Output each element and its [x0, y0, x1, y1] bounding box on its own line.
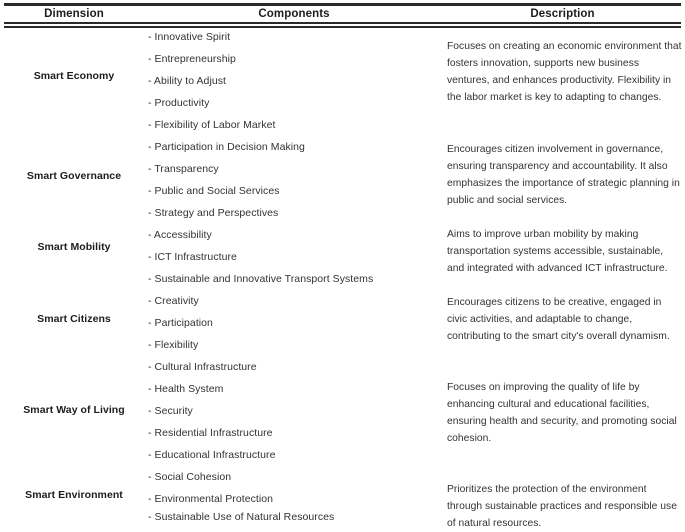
component-item: - Sustainable and Innovative Transport Systems	[148, 273, 374, 285]
description-text: Encourages citizens to be creative, engaged in civic activities, and adaptable to change, contributing to the smart city's overall dynamism.	[447, 297, 670, 343]
component-item: - Residential Infrastructure	[148, 427, 273, 439]
column-header-description: Description	[530, 8, 595, 20]
component-item: - Sustainable Use of Natural Resources	[148, 511, 335, 523]
component-item: - Entrepreneurship	[148, 53, 236, 65]
component-item: - Educational Infrastructure	[148, 449, 276, 461]
dimension-name: Smart Governance	[26, 170, 122, 182]
dimension-name: Smart Environment	[25, 489, 123, 501]
component-item: - Creativity	[148, 295, 199, 307]
component-item: - Productivity	[148, 97, 210, 109]
component-item: - Transparency	[148, 163, 219, 175]
component-item: - Ability to Adjust	[148, 75, 226, 87]
description-text: Focuses on improving the quality of life by enhancing cultural and educational facilities, ensuring health and security, and promoting social cohesion.	[447, 382, 677, 445]
header-bottom-border-outer	[4, 22, 681, 24]
component-item: - Strategy and Perspectives	[148, 207, 279, 219]
component-item: - ICT Infrastructure	[148, 251, 237, 263]
header-bottom-border-inner	[4, 26, 681, 28]
component-item: - Cultural Infrastructure	[148, 361, 257, 373]
component-item: - Innovative Spirit	[148, 31, 231, 43]
description-text: Encourages citizen involvement in governance, ensuring transparency and accountability. It also emphasizes the importance of strategic planning in public and social services.	[447, 144, 680, 207]
dimension-name: Smart Citizens	[37, 313, 111, 325]
component-item: - Participation	[148, 317, 213, 329]
table-top-border	[4, 3, 681, 6]
component-item: - Accessibility	[148, 229, 212, 241]
description-text: Aims to improve urban mobility by making transportation systems accessible, sustainable, and integrated with advanced ICT infrastructure.	[447, 229, 668, 275]
component-item: - Flexibility	[148, 339, 199, 351]
component-item: - Public and Social Services	[148, 185, 280, 197]
dimension-name: Smart Mobility	[37, 241, 111, 253]
component-item: - Participation in Decision Making	[148, 141, 305, 153]
component-item: - Health System	[148, 383, 224, 395]
component-item: - Flexibility of Labor Market	[148, 119, 276, 131]
component-item: - Security	[148, 405, 193, 417]
dimension-name: Smart Economy	[33, 70, 115, 82]
column-header-dimension: Dimension	[44, 8, 104, 20]
description-text: Prioritizes the protection of the environment through sustainable practices and responsible use of natural resources.	[447, 484, 677, 530]
description-text: Focuses on creating an economic environment that fosters innovation, supports new business ventures, and enhances productivity. Flexibility in the labor market is key to adapting to changes.	[447, 41, 682, 104]
component-item: - Social Cohesion	[148, 471, 232, 483]
dimension-name: Smart Way of Living	[23, 404, 125, 416]
column-header-components: Components	[258, 8, 330, 20]
component-item: - Environmental Protection	[148, 493, 274, 505]
